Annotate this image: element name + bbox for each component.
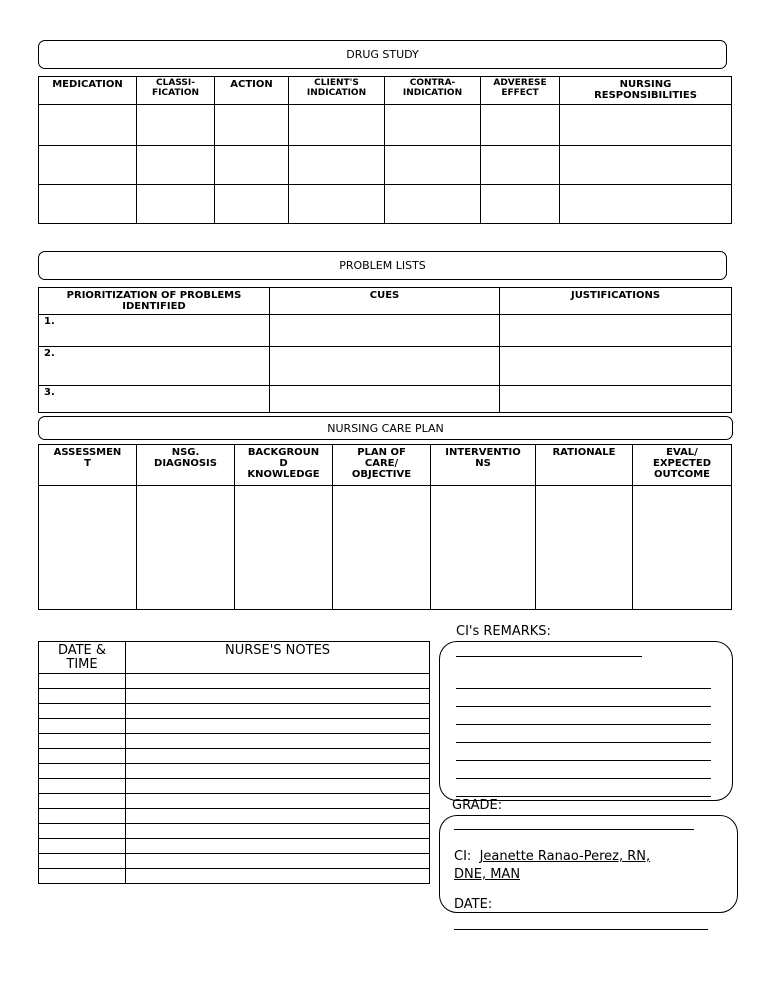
grade-line <box>454 829 694 830</box>
ci-remarks-box <box>439 641 733 801</box>
ci-name-line2: DNE, MAN <box>454 867 521 882</box>
col-adverse-effect: ADVERESE EFFECT <box>481 77 560 105</box>
remarks-line <box>456 706 711 707</box>
nurses-notes-table <box>38 641 430 884</box>
table-row <box>39 674 430 689</box>
table-row <box>39 146 732 185</box>
table-row <box>39 749 430 764</box>
date-label: DATE: <box>454 897 493 912</box>
table-row <box>39 869 430 884</box>
table-row <box>39 779 430 794</box>
remarks-line <box>456 778 711 779</box>
nursing-care-plan-table <box>38 444 732 610</box>
col-justifications: JUSTIFICATIONS <box>500 288 732 315</box>
remarks-line <box>456 760 711 761</box>
ci-signature <box>454 848 650 884</box>
col-nursing-responsibilities: NURSING RESPONSIBILITIES <box>560 77 732 105</box>
col-medication: MEDICATION <box>39 77 137 105</box>
table-row <box>39 386 732 413</box>
table-row <box>39 105 732 146</box>
table-row <box>39 854 430 869</box>
table-row <box>39 486 732 610</box>
table-row <box>39 839 430 854</box>
col-classification: CLASSI- FICATION <box>137 77 215 105</box>
col-cues: CUES <box>270 288 500 315</box>
col-background-knowledge: BACKGROUN D KNOWLEDGE <box>235 445 333 486</box>
table-row <box>39 704 430 719</box>
col-date-time: DATE & TIME <box>39 642 126 674</box>
col-interventions: INTERVENTIO NS <box>431 445 536 486</box>
table-row <box>39 809 430 824</box>
remarks-line <box>456 688 711 689</box>
table-row <box>39 347 732 386</box>
ci-remarks-label: CI's REMARKS: <box>456 624 551 639</box>
ci-name-line1: Jeanette Ranao-Perez, RN, <box>479 849 651 864</box>
col-client-indication: CLIENT'S INDICATION <box>289 77 385 105</box>
ci-label: CI: <box>454 849 472 864</box>
table-row <box>39 734 430 749</box>
col-assessment: ASSESSMEN T <box>39 445 137 486</box>
remarks-line <box>456 796 711 797</box>
remarks-line <box>456 742 711 743</box>
col-eval-outcome: EVAL/ EXPECTED OUTCOME <box>633 445 732 486</box>
grade-label: GRADE: <box>452 798 503 813</box>
problem-number: 2. <box>39 347 270 386</box>
drug-study-table <box>38 76 732 224</box>
problem-lists-title: PROBLEM LISTS <box>38 251 727 280</box>
remarks-line <box>456 656 642 657</box>
nursing-care-plan-title: NURSING CARE PLAN <box>38 416 733 440</box>
table-row <box>39 689 430 704</box>
table-row <box>39 719 430 734</box>
col-plan-of-care: PLAN OF CARE/ OBJECTIVE <box>333 445 431 486</box>
col-action: ACTION <box>215 77 289 105</box>
problem-number: 3. <box>39 386 270 413</box>
col-nsg-diagnosis: NSG. DIAGNOSIS <box>137 445 235 486</box>
problem-lists-table <box>38 287 732 413</box>
table-row <box>39 185 732 224</box>
remarks-line <box>456 724 711 725</box>
col-rationale: RATIONALE <box>536 445 633 486</box>
col-prioritization: PRIORITIZATION OF PROBLEMS IDENTIFIED <box>39 288 270 315</box>
table-row <box>39 794 430 809</box>
table-row <box>39 315 732 347</box>
col-nurses-notes: NURSE'S NOTES <box>126 642 430 674</box>
col-contraindication: CONTRA- INDICATION <box>385 77 481 105</box>
drug-study-title: DRUG STUDY <box>38 40 727 69</box>
problem-number: 1. <box>39 315 270 347</box>
date-line <box>454 929 708 930</box>
table-row <box>39 824 430 839</box>
table-row <box>39 764 430 779</box>
